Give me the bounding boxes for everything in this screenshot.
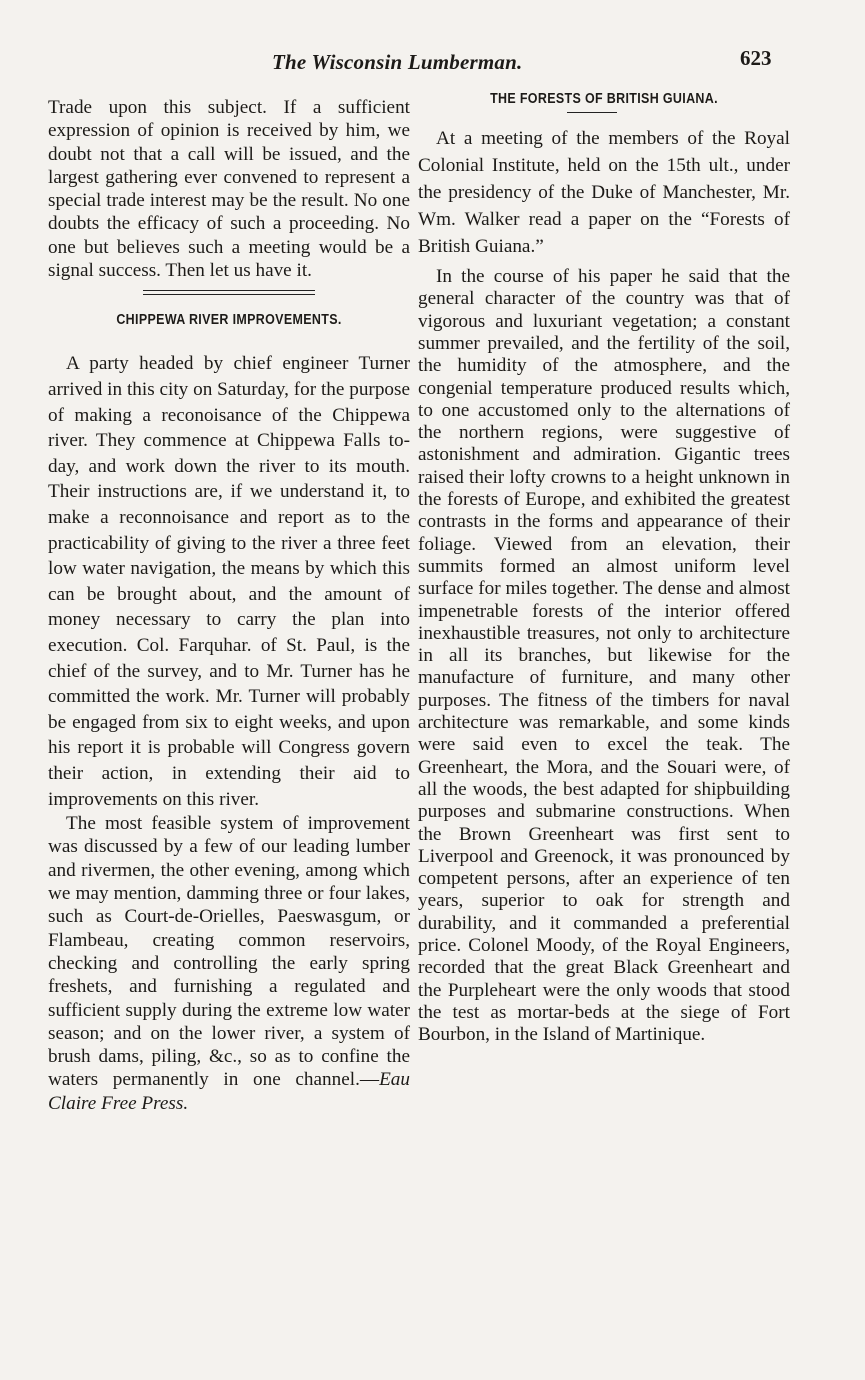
article-paragraph: A party headed by chief engineer Turner arrived in this city on Saturday, for the purpose of making a reconoisance of the Chippewa river. They commence at Chippewa Falls to-day, and work down the river to its mouth. Their instructions are, if we understand it, to make a reconnoisance and report as to the practicability of giving to the river a three feet low water navigation, the means by which this can be brought about, and the amount of money necessary to carry the plan into execution. Col. Farquhar. of St. Paul, is the chief of the survey, and to Mr. Turner has he committed the work. Mr. Turner will probably be engaged from six to eight weeks, and upon his report it is probable will Congress govern their action, in extending their aid to improvements on this river. (48, 353, 410, 810)
article-heading-chippewa: CHIPPEWA RIVER IMPROVEMENTS. (116, 312, 342, 329)
article-paragraph: In the course of his paper he said that the general character of the country was that of vigorous and luxuriant vegetation; a constant summer prevailed, and the fertility of the soil, the humidity of the atmosphere, and the congenial temperature produced results which, to one accustomed only to the alternations of the northern regions, were suggestive of astonishment and admiration. Gigantic trees raised their lofty crowns to a height unknown in the forests of Europe, and exhibited the greatest contrasts in the forms and appearance of their foliage. Viewed from an elevation, their summits formed an almost uniform level surface for miles together. The dense and almost impenetrable forests of the interior offered inexhaustible treasures, not only to architecture in all its branches, but likewise for the manufacture of furniture, and many other purposes. The fitness of the timbers for naval architecture was remarkable, and some kinds were said even to excel the teak. The Greenheart, the Mora, and the Souari were, of all the woods, the best adapted for shipbuilding purposes and submarine constructions. When the Brown Greenheart was first sent to Liverpool and Greenock, it was pronounced by competent persons, after an experience of ten years, superior to oak for strength and durability, and it commanded a preferential price. Colonel Moody, of the Royal Engineers, recorded that the great Black Greenheart and the Purpleheart were the only woods that stood the test as mortar-beds at the siege of Fort Bourbon, in the Island of Martinique. (418, 266, 790, 1046)
article-heading-guiana: THE FORESTS OF BRITISH GUIANA. (490, 91, 718, 107)
left-column (48, 96, 410, 1115)
article-paragraph: At a meeting of the members of the Royal Colonial Institute, held on the 15th ult., under the presidency of the Duke of Manchester, Mr. Wm. Walker read a paper on the “Forests of British Guiana.” (418, 128, 790, 258)
section-divider (143, 290, 315, 295)
article-paragraph (48, 812, 410, 1115)
page-number: 623 (740, 46, 772, 70)
article-source: Eau Claire Free Press. (48, 1069, 410, 1114)
continued-paragraph: Trade upon this subject. If a sufficient expression of opinion is received by him, we doubt not that a call will be issued, and the largest gathering ever convened to represent a special trade interest may be the result. No one doubts the efficacy of such a proceeding. No one but believes such a meeting would be a signal success. Then let us have it. (48, 97, 410, 282)
article-paragraph-text: The most feasible system of improvement was discussed by a few of our leading lumber and rivermen, the other evening, among which we may mention, damming three or four lakes, such as Court-de-Orielles, Paeswasgum, or Flambeau, creating common reservoirs, checking and controlling the early spring freshets, and furnishing a regulated and sufficient supply during the extreme low water season; and on the lower river, a system of brush dams, piling, &c., so as to confine the waters permanently in one channel.— (48, 813, 410, 1091)
heading-rule (567, 112, 617, 113)
running-title: The Wisconsin Lumberman. (272, 50, 523, 74)
right-column (418, 88, 790, 1046)
